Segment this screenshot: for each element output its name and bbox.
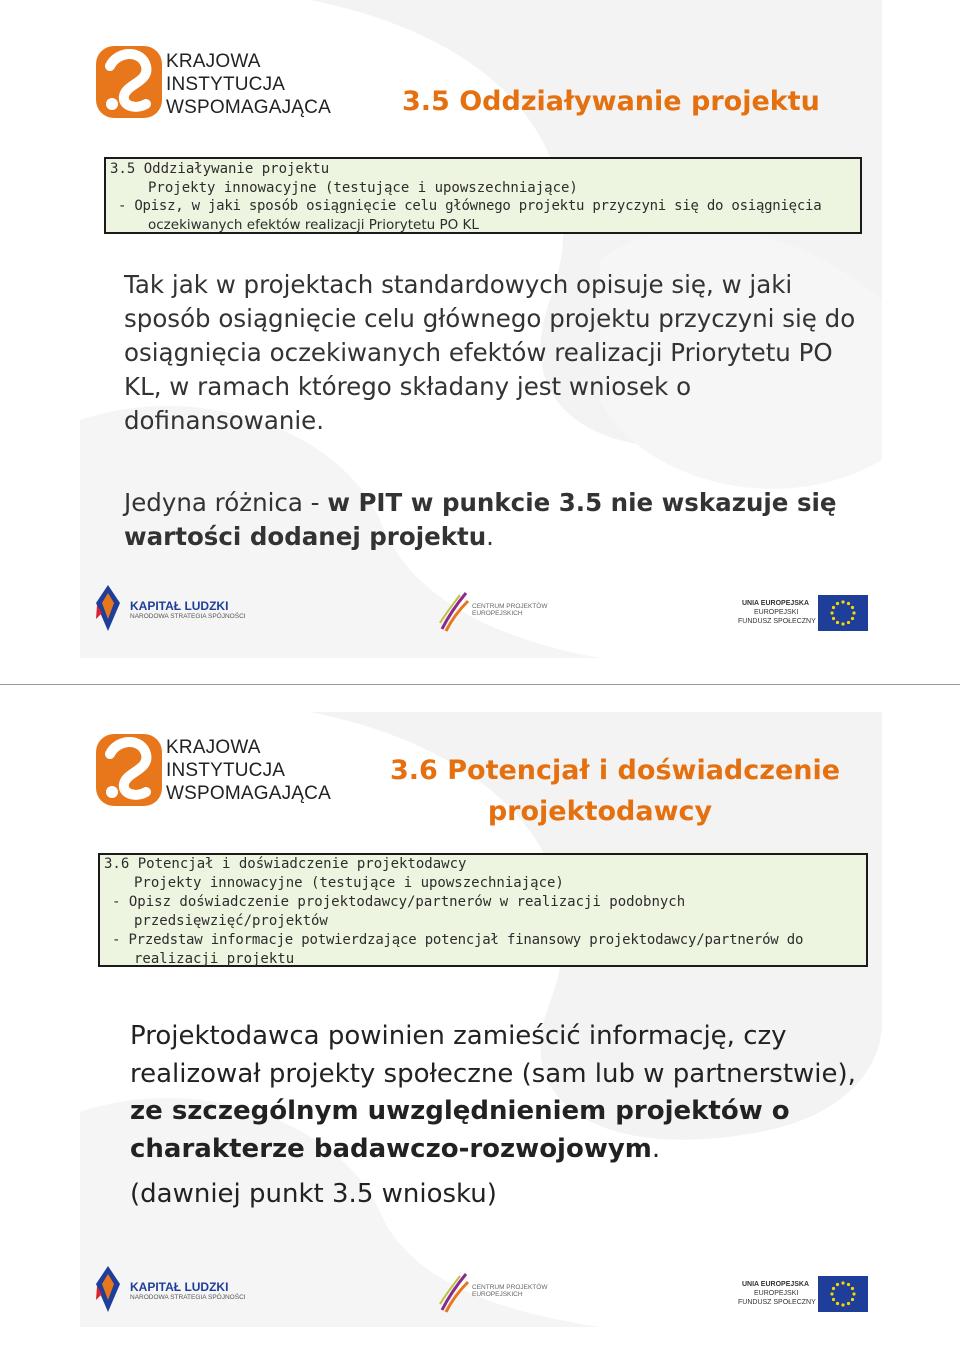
eu-line-1: UNIA EUROPEJSKA bbox=[742, 600, 810, 607]
box-heading: 3.6 Potencjał i doświadczenie projektodawcy bbox=[104, 856, 467, 872]
title-line-1: 3.6 Potencjał i doświadczenie bbox=[390, 755, 841, 786]
main-paragraph bbox=[130, 1018, 870, 1168]
logo-line-1: KRAJOWA bbox=[166, 51, 261, 72]
kl-title: KAPITAŁ LUDZKI bbox=[130, 599, 229, 613]
eu-line-3: FUNDUSZ SPOŁECZNY bbox=[738, 1299, 816, 1306]
box-subheading: Projekty innowacyjne (testujące i upowszechniające) bbox=[148, 179, 578, 196]
difference-prefix: Jedyna różnica - bbox=[124, 488, 328, 517]
eu-line-1: UNIA EUROPEJSKA bbox=[742, 1281, 810, 1288]
kl-subtitle: NARODOWA STRATEGIA SPÓJNOŚCI bbox=[130, 613, 246, 620]
difference-bold: w PIT w punkcie 3.5 nie wskazuje się wartości dodanej projektu bbox=[124, 488, 837, 551]
eu-line-2: EUROPEJSKI bbox=[754, 1290, 799, 1297]
cpe-logo bbox=[438, 1270, 548, 1319]
box-subheading: Projekty innowacyjne (testujące i upowszechniające) bbox=[134, 875, 564, 891]
cpe-arrows-icon bbox=[438, 1270, 470, 1314]
box-bullet: - Opisz, w jaki sposób osiągnięcie celu głównego projektu przyczyni się do osiągnięcia bbox=[118, 198, 822, 214]
note-text: (dawniej punkt 3.5 wniosku) bbox=[130, 1179, 497, 1209]
cpe-line-1: CENTRUM PROJEKTÓW bbox=[472, 603, 548, 610]
box-bullet-1-cont: przedsięwzięć/projektów bbox=[134, 913, 328, 929]
kl-subtitle: NARODOWA STRATEGIA SPÓJNOŚCI bbox=[130, 1294, 246, 1301]
difference-paragraph bbox=[124, 486, 859, 554]
main-paragraph: Tak jak w projektach standardowych opisuje się, w jaki sposób osiągnięcie celu głównego projektu przyczyni się do osiągnięcia oczekiwanych efektów realizacji Priorytetu PO KL, w ramach którego składany jest wniosek o dofinansowanie. bbox=[124, 270, 856, 435]
box-bullet-cont: oczekiwanych efektów realizacji Priorytetu PO KL bbox=[148, 216, 479, 233]
kapital-ludzki-logo bbox=[94, 583, 246, 638]
kiw-logo-icon bbox=[96, 732, 162, 808]
difference-suffix: . bbox=[486, 522, 494, 551]
title-line-2: projektodawcy bbox=[487, 796, 713, 827]
cpe-logo bbox=[438, 589, 548, 638]
cpe-arrows-icon bbox=[438, 589, 470, 633]
cpe-line-1: CENTRUM PROJEKTÓW bbox=[472, 1284, 548, 1291]
org-logo bbox=[96, 732, 331, 813]
eu-flag-icon bbox=[818, 1276, 868, 1312]
slide-2 bbox=[80, 712, 882, 1327]
logo-line-1: KRAJOWA bbox=[166, 737, 261, 758]
cpe-line-2: EUROPEJSKICH bbox=[472, 610, 523, 617]
paragraph-bold: ze szczególnym uwzględnieniem projektów o charakterze badawczo-rozwojowym bbox=[130, 1096, 790, 1164]
logo-line-2: INSTYTUCJA bbox=[166, 760, 286, 781]
box-bullet-1: - Opisz doświadczenie projektodawcy/partnerów w realizacji podobnych bbox=[112, 894, 686, 910]
instruction-box bbox=[104, 157, 862, 234]
paragraph-end: . bbox=[651, 1133, 661, 1164]
footer-logos bbox=[80, 583, 882, 643]
kl-title: KAPITAŁ LUDZKI bbox=[130, 1280, 229, 1294]
logo-line-3: WSPOMAGAJĄCA bbox=[166, 783, 331, 804]
paragraph-normal: Projektodawca powinien zamieścić informację, czy realizował projekty społeczne (sam lub w partnerstwie), bbox=[130, 1021, 856, 1089]
kl-star-icon bbox=[94, 583, 122, 633]
org-logo bbox=[96, 44, 331, 125]
kl-star-icon bbox=[94, 1264, 122, 1314]
footer-logos bbox=[80, 1264, 882, 1324]
kapital-ludzki-logo bbox=[94, 1264, 246, 1319]
page-title: 3.5 Oddziaływanie projektu bbox=[402, 86, 820, 117]
page-separator bbox=[0, 684, 960, 685]
kiw-logo-icon bbox=[96, 44, 162, 120]
box-heading: 3.5 Oddziaływanie projektu bbox=[110, 161, 330, 177]
page-title bbox=[390, 750, 841, 832]
box-bullet-2: - Przedstaw informacje potwierdzające potencjał finansowy projektodawcy/partnerów do bbox=[112, 932, 804, 948]
box-bullet-2-cont: realizacji projektu bbox=[134, 951, 295, 967]
eu-flag-icon bbox=[818, 595, 868, 631]
slide-1 bbox=[80, 0, 882, 658]
cpe-line-2: EUROPEJSKICH bbox=[472, 1291, 523, 1298]
eu-line-2: EUROPEJSKI bbox=[754, 609, 799, 616]
eu-line-3: FUNDUSZ SPOŁECZNY bbox=[738, 618, 816, 625]
logo-line-2: INSTYTUCJA bbox=[166, 74, 286, 95]
logo-line-3: WSPOMAGAJĄCA bbox=[166, 97, 331, 118]
instruction-box bbox=[98, 853, 868, 967]
